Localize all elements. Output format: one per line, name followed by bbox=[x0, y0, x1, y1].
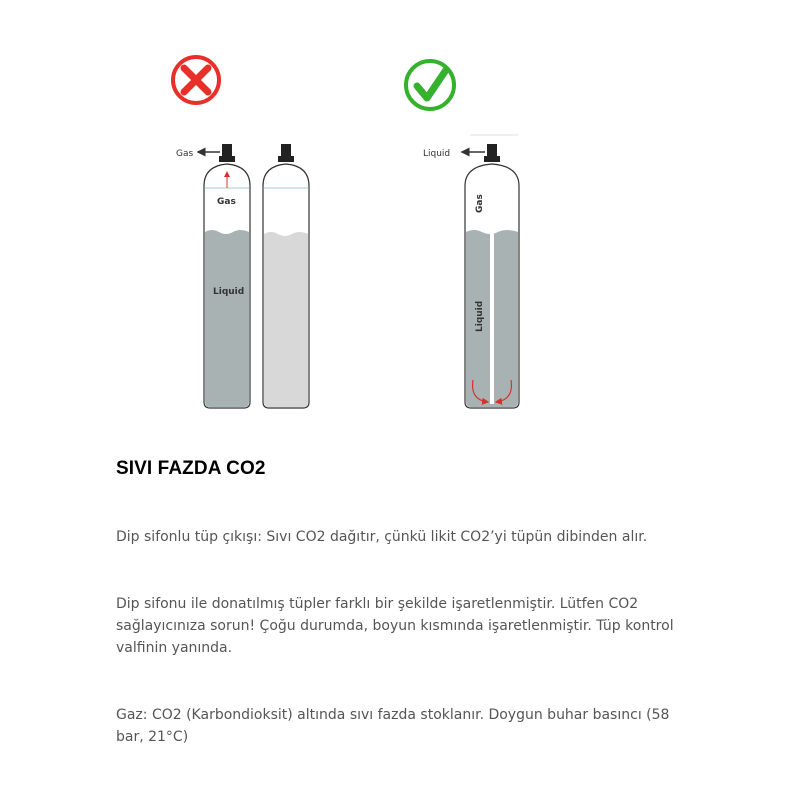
right-outlet-label: Liquid bbox=[423, 149, 451, 159]
paragraph-dip-tube-outlet: Dip sifonlu tüp çıkışı: Sıvı CO2 dağıtır, çünkü likit CO2’yi tüpün dibinden alır. bbox=[116, 529, 648, 545]
section-heading: SIVI FAZDA CO2 bbox=[116, 458, 266, 479]
reference-cylinder bbox=[263, 144, 309, 408]
right-liquid-label: Liquid bbox=[475, 300, 485, 332]
cross-icon bbox=[173, 57, 219, 103]
left-gas-label: Gas bbox=[217, 197, 236, 207]
left-outlet-label: Gas bbox=[176, 149, 194, 159]
dip-tube-cylinder bbox=[462, 135, 519, 408]
paragraph-gas-info: Gaz: CO2 (Karbondioksit) altında sıvı fazda stoklanır. Doygun buhar basıncı (58 bar, 21°C) bbox=[116, 707, 670, 745]
left-liquid-label: Liquid bbox=[213, 287, 245, 297]
gas-outlet-cylinder bbox=[198, 144, 250, 408]
right-gas-label: Gas bbox=[475, 194, 485, 213]
content-section bbox=[116, 458, 696, 745]
paragraph-marking-info: Dip sifonu ile donatılmış tüpler farklı bir şekilde işaretlenmiştir. Lütfen CO2 sağlayıcınıza sorun! Çoğu durumda, boyun kısmında işaretlenmiştir. Tüp kontrol valfinin yanında. bbox=[116, 596, 674, 656]
check-icon bbox=[406, 61, 454, 109]
